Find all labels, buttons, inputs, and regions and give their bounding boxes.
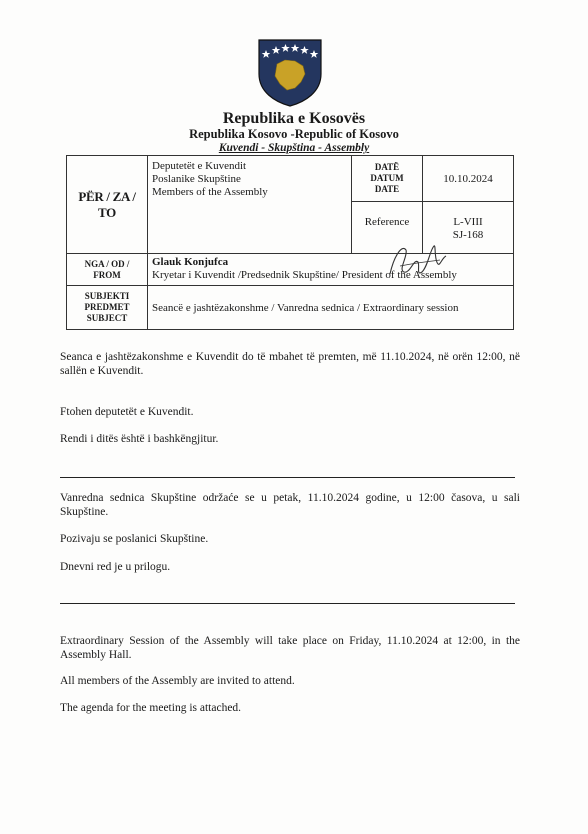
from-label: FROM	[93, 269, 121, 280]
from-cell	[148, 254, 514, 286]
sender-name: Glauk Konjufca	[152, 256, 229, 268]
sender-title: Kryetar i Kuvendit /Predsednik Skupštine/ President of the Assembly	[152, 269, 457, 281]
institution-line: Kuvendi - Skupština - Assembly	[218, 142, 370, 154]
recipients-cell	[148, 156, 352, 254]
from-label: NGA / OD /	[84, 258, 130, 269]
document-title: Republika e Kosovës	[222, 110, 366, 127]
serbian-paragraph-invitation: Pozivaju se poslanici Skupštine.	[60, 533, 209, 545]
recipient-line: Members of the Assembly	[152, 186, 268, 198]
subject-label-cell	[67, 286, 148, 330]
subject-label: PREDMET	[84, 302, 130, 312]
date-label-cell	[352, 156, 423, 202]
albanian-paragraph-invitation: Ftohen deputetët e Kuvendit.	[60, 406, 194, 418]
subject-value: Seancë e jashtëzakonshme / Vanredna sednica / Extraordinary session	[148, 286, 514, 330]
date-value: 10.10.2024	[423, 156, 514, 202]
reference-label: Reference	[352, 202, 423, 254]
recipient-line: Deputetët e Kuvendit	[152, 160, 247, 172]
section-divider	[60, 477, 515, 478]
document-subtitle: Republika Kosovo -Republic of Kosovo	[189, 127, 399, 141]
date-label: DATË	[374, 162, 400, 172]
subject-label: SUBJEKTI	[84, 291, 130, 301]
reference-value: L-VIII	[453, 216, 483, 228]
albanian-paragraph-session: Seanca e jashtëzakonshme e Kuvendit do të mbahet të premten, më 11.10.2024, në orën 12:00, në sallën e Kuvendit.	[60, 351, 520, 377]
reference-value: SJ-168	[452, 229, 484, 241]
to-label: PËR / ZA / TO	[78, 188, 136, 220]
date-label: DATE	[374, 184, 400, 194]
albanian-paragraph-agenda: Rendi i ditës është i bashkëngjitur.	[60, 433, 219, 445]
to-label-cell	[67, 156, 148, 254]
handwritten-signature	[380, 236, 450, 284]
recipient-line: Poslanike Skupštine	[152, 173, 241, 185]
subject-label: SUBJECT	[86, 313, 128, 323]
english-paragraph-agenda: The agenda for the meeting is attached.	[60, 702, 242, 714]
serbian-paragraph-agenda: Dnevni red je u prilogu.	[60, 561, 171, 573]
serbian-paragraph-session: Vanredna sednica Skupštine održaće se u petak, 11.10.2024 godine, u 12:00 časova, u sali Skupštine.	[60, 492, 520, 518]
date-label: DATUM	[370, 173, 404, 183]
from-label-cell	[67, 254, 148, 286]
english-paragraph-session: Extraordinary Session of the Assembly will take place on Friday, 11.10.2024 at 12:00, in the Assembly Hall.	[60, 635, 520, 661]
section-divider	[60, 603, 515, 604]
kosovo-coat-of-arms-emblem	[255, 36, 325, 108]
english-paragraph-invitation: All members of the Assembly are invited to attend.	[60, 675, 295, 687]
